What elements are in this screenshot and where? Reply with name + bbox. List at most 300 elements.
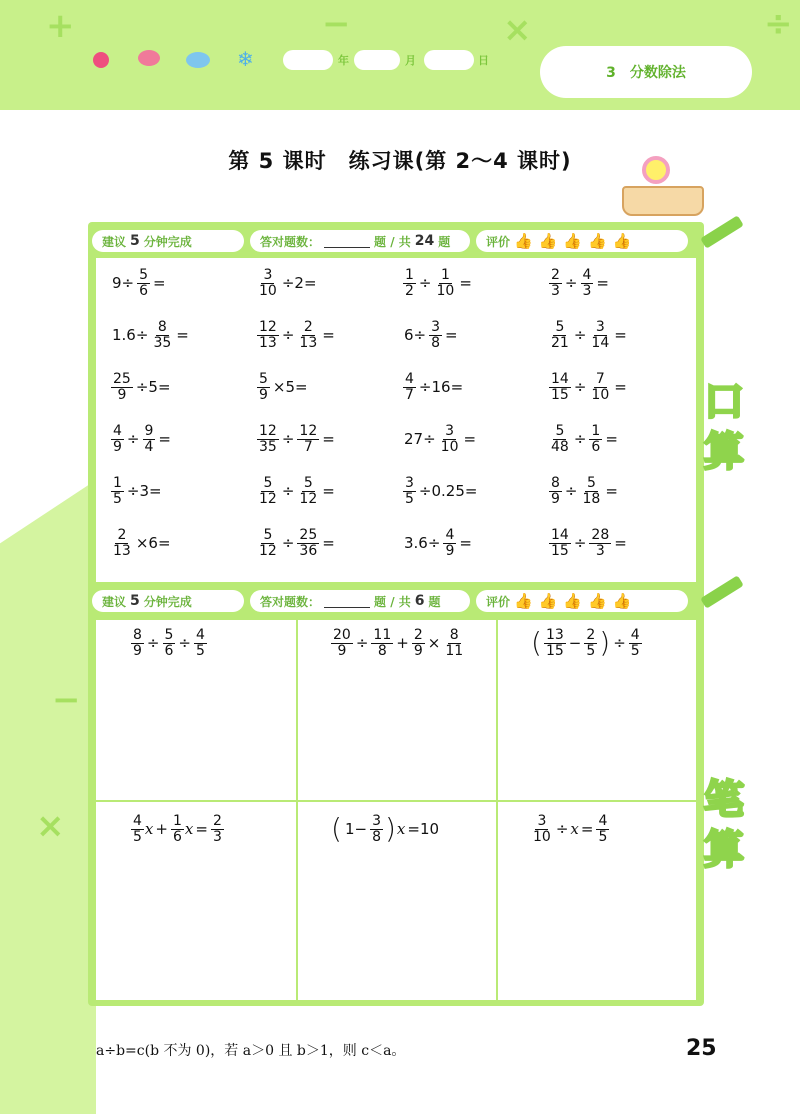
day-input[interactable]	[424, 50, 474, 70]
oral-problem	[256, 424, 337, 454]
total-suffix: 题	[438, 234, 451, 249]
denominator: 5	[586, 642, 596, 659]
fraction	[331, 628, 353, 658]
numerator: 5	[303, 475, 313, 491]
denominator: 7	[303, 438, 313, 455]
math-text: =	[459, 274, 472, 293]
oral-problem	[402, 268, 474, 298]
fraction	[257, 372, 270, 402]
numerator: 12	[259, 319, 277, 335]
grid-divider	[496, 620, 498, 1000]
minutes-unit: 分钟完成	[143, 594, 192, 609]
fraction	[257, 268, 279, 298]
math-text: =	[322, 534, 335, 553]
written-problem	[530, 628, 643, 658]
denominator: 9	[113, 438, 122, 455]
fraction	[403, 268, 416, 298]
numerator: 1	[172, 813, 182, 829]
numerator: 3	[537, 813, 547, 829]
denominator: 10	[533, 828, 551, 845]
written-side-label: 笔	[704, 777, 744, 823]
numerator: 14	[551, 527, 569, 543]
denominator: 9	[551, 490, 560, 507]
grid-divider	[96, 800, 696, 802]
written-info-bar	[92, 588, 712, 614]
numerator: 4	[598, 813, 608, 829]
math-text: ÷	[281, 430, 295, 449]
math-text: +	[155, 820, 168, 839]
math-variable: x	[184, 820, 194, 839]
total-value: 6	[414, 593, 425, 609]
denominator: 5	[133, 828, 142, 845]
sunny-weather-icon[interactable]	[93, 52, 109, 68]
denominator: 8	[372, 828, 381, 845]
numerator: 5	[259, 371, 268, 387]
fraction	[194, 628, 207, 658]
math-text: ÷	[564, 274, 578, 293]
denominator: 14	[591, 334, 610, 351]
numerator: 3	[595, 319, 605, 335]
numerator: 2	[413, 627, 423, 643]
numerator: 14	[551, 371, 569, 387]
numerator: 13	[545, 627, 564, 643]
math-text: ÷	[281, 482, 295, 501]
math-text: ÷	[564, 482, 578, 501]
numerator: 1	[591, 423, 601, 439]
denominator: 3	[212, 828, 222, 845]
year-input[interactable]	[283, 50, 333, 70]
total-prefix: 题 / 共	[374, 594, 411, 609]
fraction	[429, 320, 442, 350]
denominator: 10	[259, 282, 277, 299]
math-text: ÷	[573, 326, 587, 345]
numerator: 4	[445, 527, 455, 543]
numerator: 11	[373, 627, 392, 643]
denominator: 10	[436, 282, 455, 299]
denominator: 35	[153, 334, 172, 351]
math-text: =	[459, 534, 472, 553]
denominator: 11	[445, 642, 464, 659]
denominator: 13	[259, 334, 277, 351]
oral-problem	[256, 476, 337, 506]
lesson-title: 第 5 课时 练习课(第 2～4 课时)	[228, 149, 572, 173]
fraction	[439, 424, 461, 454]
numerator: 12	[299, 423, 318, 439]
chapter-label: 3 分数除法	[540, 46, 752, 98]
math-text: ÷	[281, 326, 295, 345]
numerator: 25	[299, 527, 318, 543]
fraction	[443, 528, 456, 558]
fraction	[297, 476, 319, 506]
fraction	[549, 424, 571, 454]
denominator: 8	[431, 334, 441, 351]
math-variable: x	[570, 820, 579, 839]
oral-problem	[402, 372, 465, 402]
oral-problem	[110, 476, 164, 506]
denominator: 12	[259, 542, 277, 559]
suggest-label: 建议	[102, 234, 127, 249]
oral-panel	[96, 258, 696, 582]
month-label: 月	[405, 54, 416, 67]
fraction	[143, 424, 156, 454]
oral-problem	[110, 424, 173, 454]
fraction	[163, 628, 176, 658]
oral-side-label: 口	[704, 379, 744, 425]
fraction	[549, 476, 562, 506]
numerator: 5	[263, 527, 273, 543]
minutes-unit: 分钟完成	[143, 234, 192, 249]
fraction	[403, 372, 416, 402]
math-text: =	[322, 430, 335, 449]
denominator: 5	[196, 642, 205, 659]
thumbs-up-icon[interactable]: 👍👍👍👍👍	[514, 592, 638, 610]
denominator: 9	[133, 642, 142, 659]
numerator: 8	[157, 319, 167, 335]
day-label: 日	[478, 54, 489, 67]
denominator: 7	[405, 386, 414, 403]
fraction	[443, 628, 465, 658]
denominator: 15	[551, 386, 569, 403]
math-text: =	[596, 274, 609, 293]
fraction	[589, 372, 611, 402]
math-text: =	[176, 326, 189, 345]
numerator: 3	[445, 423, 455, 439]
written-panel	[96, 620, 696, 1000]
numerator: 2	[551, 267, 560, 283]
suggest-label: 建议	[102, 594, 127, 609]
math-variable: x	[144, 820, 154, 839]
written-side-label: 算	[704, 827, 744, 873]
fraction	[549, 528, 571, 558]
denominator: 10	[591, 386, 610, 403]
math-text: ÷	[178, 634, 191, 653]
fraction	[589, 528, 611, 558]
oral-info-bar	[92, 228, 712, 254]
rain-weather-icon[interactable]	[186, 52, 210, 68]
footer-note: a÷b=c(b 不为 0)，若 a＞0 且 b＞1，则 c＜a。	[96, 1043, 406, 1059]
correct-count-blank[interactable]	[324, 235, 370, 248]
math-text: −	[568, 634, 582, 653]
oral-problem	[548, 372, 629, 402]
fraction	[111, 424, 124, 454]
fraction	[297, 320, 319, 350]
thumbs-up-icon[interactable]: 👍👍👍👍👍	[514, 232, 638, 250]
numerator: 28	[591, 527, 610, 543]
oral-problem	[256, 268, 319, 298]
numerator: 7	[595, 371, 605, 387]
cloudy-sun-weather-icon[interactable]	[138, 50, 160, 66]
math-text: ÷	[573, 378, 587, 397]
fraction	[549, 372, 571, 402]
math-text: ÷2=	[281, 274, 317, 293]
math-paren: (	[531, 626, 542, 660]
math-text: ÷	[573, 430, 587, 449]
oral-problem	[110, 320, 191, 350]
fraction	[403, 476, 416, 506]
times-decoration: ×	[503, 10, 532, 50]
math-text: 6÷	[404, 326, 427, 345]
math-text: 27÷	[404, 430, 436, 449]
fraction	[137, 268, 150, 298]
denominator: 36	[299, 542, 318, 559]
numerator: 8	[449, 627, 459, 643]
math-text: =	[153, 274, 166, 293]
fraction	[257, 424, 279, 454]
math-text: =	[605, 430, 618, 449]
oral-problem	[402, 424, 478, 454]
fraction	[297, 528, 319, 558]
oral-problem	[548, 268, 611, 298]
denominator: 3	[582, 282, 592, 299]
denominator: 48	[551, 438, 569, 455]
denominator: 9	[117, 386, 127, 403]
numerator: 2	[212, 813, 222, 829]
denominator: 12	[259, 490, 277, 507]
numerator: 4	[133, 813, 142, 829]
numerator: 2	[586, 627, 596, 643]
denominator: 3	[551, 282, 560, 299]
fraction	[629, 628, 642, 658]
fraction	[211, 814, 224, 844]
math-text: 9÷	[112, 274, 135, 293]
denominator: 15	[545, 642, 564, 659]
total-prefix: 题 / 共	[374, 234, 411, 249]
math-text: ÷	[126, 430, 140, 449]
fraction	[131, 628, 144, 658]
grid-divider	[296, 620, 298, 1000]
numerator: 1	[405, 267, 414, 283]
rating-field	[476, 230, 688, 252]
math-text: ÷	[555, 820, 569, 839]
denominator: 6	[172, 828, 182, 845]
minus-decoration: −	[322, 4, 351, 44]
correct-label: 答对题数：	[260, 594, 321, 609]
denominator: 6	[139, 282, 149, 299]
oral-problem	[548, 320, 629, 350]
minutes-value: 5	[130, 233, 140, 249]
fraction	[589, 424, 602, 454]
flower-icon	[642, 156, 670, 184]
denominator: 9	[337, 642, 347, 659]
minutes-value: 5	[130, 593, 140, 609]
fraction	[549, 320, 571, 350]
page-number: 25	[686, 1036, 717, 1061]
denominator: 5	[405, 490, 414, 507]
math-text: ÷3=	[126, 482, 162, 501]
math-text: =	[580, 820, 594, 839]
written-problem	[330, 814, 441, 844]
numerator: 5	[555, 319, 565, 335]
denominator: 35	[259, 438, 277, 455]
numerator: 2	[303, 319, 313, 335]
numerator: 12	[259, 423, 277, 439]
left-decoration	[0, 480, 96, 1114]
time-suggestion	[92, 230, 244, 252]
numerator: 3	[405, 475, 414, 491]
fraction	[111, 476, 124, 506]
written-problem	[130, 628, 208, 658]
denominator: 5	[113, 490, 122, 507]
math-text: =	[445, 326, 458, 345]
oral-problem	[110, 528, 173, 558]
written-problem	[130, 814, 225, 844]
math-text: ÷	[146, 634, 160, 653]
math-text: =	[614, 326, 627, 345]
numerator: 4	[630, 627, 640, 643]
math-text: ×	[427, 634, 441, 653]
math-text: 1−	[344, 820, 368, 839]
fraction	[549, 268, 562, 298]
fraction	[412, 628, 425, 658]
fraction	[544, 628, 566, 658]
score-field	[250, 230, 470, 252]
fraction	[151, 320, 173, 350]
math-text: +	[396, 634, 409, 653]
fraction	[596, 814, 609, 844]
fraction	[111, 528, 133, 558]
math-text: ÷0.25=	[418, 482, 478, 501]
plus-decoration: +	[46, 6, 75, 46]
fraction	[531, 814, 553, 844]
oral-side-label: 算	[704, 429, 744, 475]
math-text: ÷	[281, 534, 295, 553]
numerator: 4	[582, 267, 592, 283]
numerator: 20	[333, 627, 351, 643]
denominator: 9	[445, 542, 455, 559]
numerator: 5	[263, 475, 273, 491]
oral-problem	[402, 528, 474, 558]
written-problem	[530, 814, 610, 844]
numerator: 4	[196, 627, 205, 643]
numerator: 5	[139, 267, 149, 283]
denominator: 21	[551, 334, 569, 351]
rating-field	[476, 590, 688, 612]
denominator: 2	[405, 282, 414, 299]
math-paren: (	[331, 812, 342, 846]
math-text: 3.6÷	[404, 534, 441, 553]
math-text: =10	[407, 820, 440, 839]
oral-problem	[256, 528, 337, 558]
denominator: 12	[299, 490, 318, 507]
total-value: 24	[414, 233, 435, 249]
time-suggestion	[92, 590, 244, 612]
fraction	[581, 476, 603, 506]
math-text: ×6=	[135, 534, 171, 553]
fraction	[131, 814, 144, 844]
fraction	[435, 268, 457, 298]
written-problem	[330, 628, 466, 658]
math-text: ÷	[573, 534, 587, 553]
fraction	[371, 628, 393, 658]
math-variable: x	[396, 820, 406, 839]
math-text: =	[463, 430, 477, 449]
oral-problem	[110, 372, 173, 402]
math-text: =	[322, 326, 335, 345]
numerator: 3	[431, 319, 441, 335]
math-text: =	[614, 378, 627, 397]
denominator: 13	[299, 334, 318, 351]
rating-label: 评价	[486, 594, 511, 609]
oral-problem	[110, 268, 168, 298]
math-text: ÷	[355, 634, 369, 653]
math-text: =	[605, 482, 618, 501]
oral-problem	[548, 528, 629, 558]
numerator: 3	[372, 813, 381, 829]
math-text: =	[614, 534, 627, 553]
score-field	[250, 590, 470, 612]
math-text: =	[158, 430, 171, 449]
oral-problem	[402, 320, 460, 350]
month-input[interactable]	[354, 50, 400, 70]
fraction	[257, 476, 279, 506]
denominator: 6	[591, 438, 601, 455]
fraction	[111, 372, 133, 402]
correct-label: 答对题数：	[260, 234, 321, 249]
numerator: 4	[113, 423, 122, 439]
fraction	[257, 528, 279, 558]
denominator: 9	[259, 386, 268, 403]
numerator: 5	[164, 627, 174, 643]
numerator: 4	[405, 371, 414, 387]
math-text: ÷	[613, 634, 626, 653]
fraction	[581, 268, 594, 298]
math-paren: )	[599, 626, 611, 660]
divide-decoration: ÷	[764, 4, 793, 44]
oral-problem	[548, 424, 620, 454]
denominator: 18	[582, 490, 601, 507]
fraction	[257, 320, 279, 350]
math-text: =	[195, 820, 208, 839]
times-decoration: ×	[36, 806, 65, 846]
fraction	[370, 814, 383, 844]
denominator: 10	[440, 438, 459, 455]
denominator: 4	[144, 438, 154, 455]
math-text: =	[322, 482, 335, 501]
fraction	[589, 320, 611, 350]
oral-problem	[256, 372, 310, 402]
numerator: 8	[133, 627, 142, 643]
denominator: 5	[598, 828, 608, 845]
fraction	[171, 814, 184, 844]
math-text: 1.6÷	[112, 326, 149, 345]
minus-decoration: −	[52, 680, 81, 720]
math-text: ÷5=	[135, 378, 171, 397]
numerator: 1	[113, 475, 122, 491]
correct-count-blank[interactable]	[324, 595, 370, 608]
oral-problem	[402, 476, 479, 506]
oral-problem	[256, 320, 337, 350]
denominator: 13	[113, 542, 131, 559]
math-paren: )	[384, 812, 396, 846]
oral-problem	[548, 476, 620, 506]
snow-weather-icon[interactable]: ❄	[237, 47, 254, 71]
rating-label: 评价	[486, 234, 511, 249]
math-text: ÷16=	[418, 378, 464, 397]
year-label: 年	[338, 54, 349, 67]
denominator: 8	[377, 642, 387, 659]
denominator: 5	[630, 642, 640, 659]
numerator: 5	[586, 475, 596, 491]
math-text: ×5=	[272, 378, 308, 397]
numerator: 8	[551, 475, 560, 491]
denominator: 15	[551, 542, 569, 559]
math-text: ÷	[418, 274, 432, 293]
denominator: 9	[413, 642, 423, 659]
numerator: 2	[117, 527, 127, 543]
numerator: 1	[440, 267, 450, 283]
numerator: 9	[144, 423, 154, 439]
total-suffix: 题	[428, 594, 441, 609]
